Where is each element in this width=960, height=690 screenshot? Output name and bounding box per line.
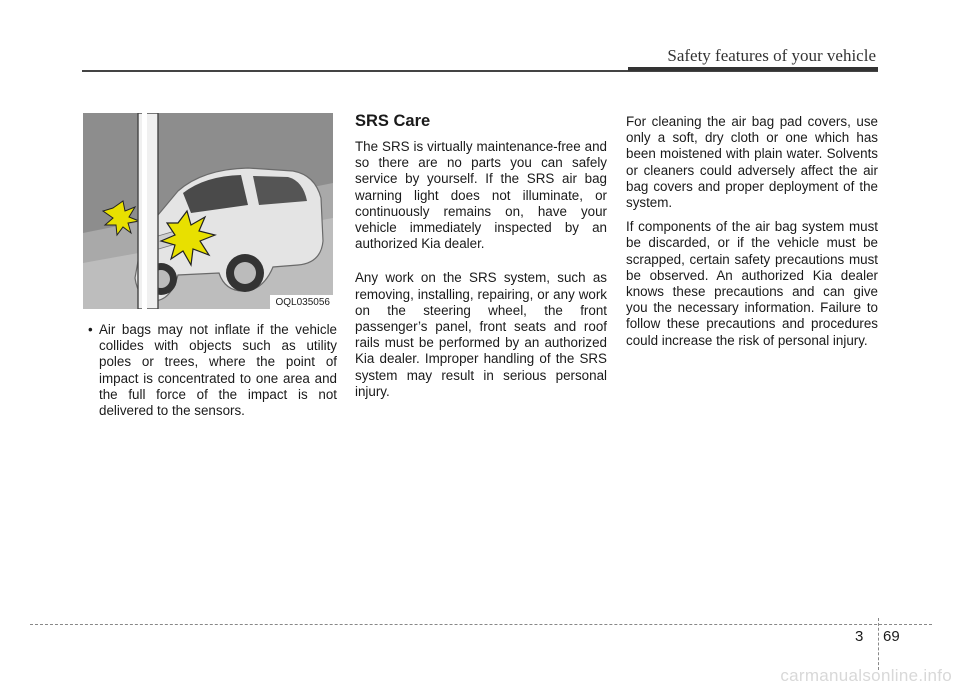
footer-rule xyxy=(30,624,932,625)
chapter-number: 3 xyxy=(855,628,864,645)
paragraph: The SRS is virtually maintenance-free and so there are no parts you can safely service by yourself. If the SRS air bag warning light does not illuminate, or continuously remains on, have your vehicle immediately inspected by an authorized Kia dealer. xyxy=(355,139,607,252)
paragraph: Any work on the SRS system, such as removing, installing, repairing, or any work on the steering wheel, the front passenger’s panel, front seats and roof rails must be performed by an authorized Kia dealer. Improper handling of the SRS system may result in serious personal injury. xyxy=(355,270,607,399)
page-number: 69 xyxy=(883,628,900,645)
header-accent-bar xyxy=(628,67,878,71)
bullet-text: Air bags may not inflate if the vehicle collides with objects such as utility poles or trees, where the point of impact is concentrated to one area and the full force of the impact is not delivered to the sensors. xyxy=(99,322,337,419)
collision-illustration xyxy=(83,113,333,309)
car-hitting-pole-image xyxy=(83,113,333,309)
bullet-symbol: • xyxy=(88,322,93,337)
figure-code: OQL035056 xyxy=(270,295,334,309)
watermark: carmanualsonline.info xyxy=(780,666,952,685)
running-header: Safety features of your vehicle xyxy=(667,46,876,65)
paragraph: For cleaning the air bag pad covers, use only a soft, dry cloth or one which has been moistened with plain water. Solvents or cleaners could adversely affect the air bag covers and proper deployment of the system. xyxy=(626,114,878,211)
section-title: SRS Care xyxy=(355,112,431,130)
column-left xyxy=(85,322,337,427)
bullet-item xyxy=(85,322,337,419)
column-right xyxy=(626,114,878,357)
paragraph: If components of the air bag system must be discarded, or if the vehicle must be scrapped, certain safety precautions must be observed. An authorized Kia dealer knows these precautions and can give you the necessary information. Failure to follow these precautions and procedures could increase the risk of personal injury. xyxy=(626,219,878,348)
footer-divider xyxy=(878,618,879,670)
column-middle xyxy=(355,112,607,408)
